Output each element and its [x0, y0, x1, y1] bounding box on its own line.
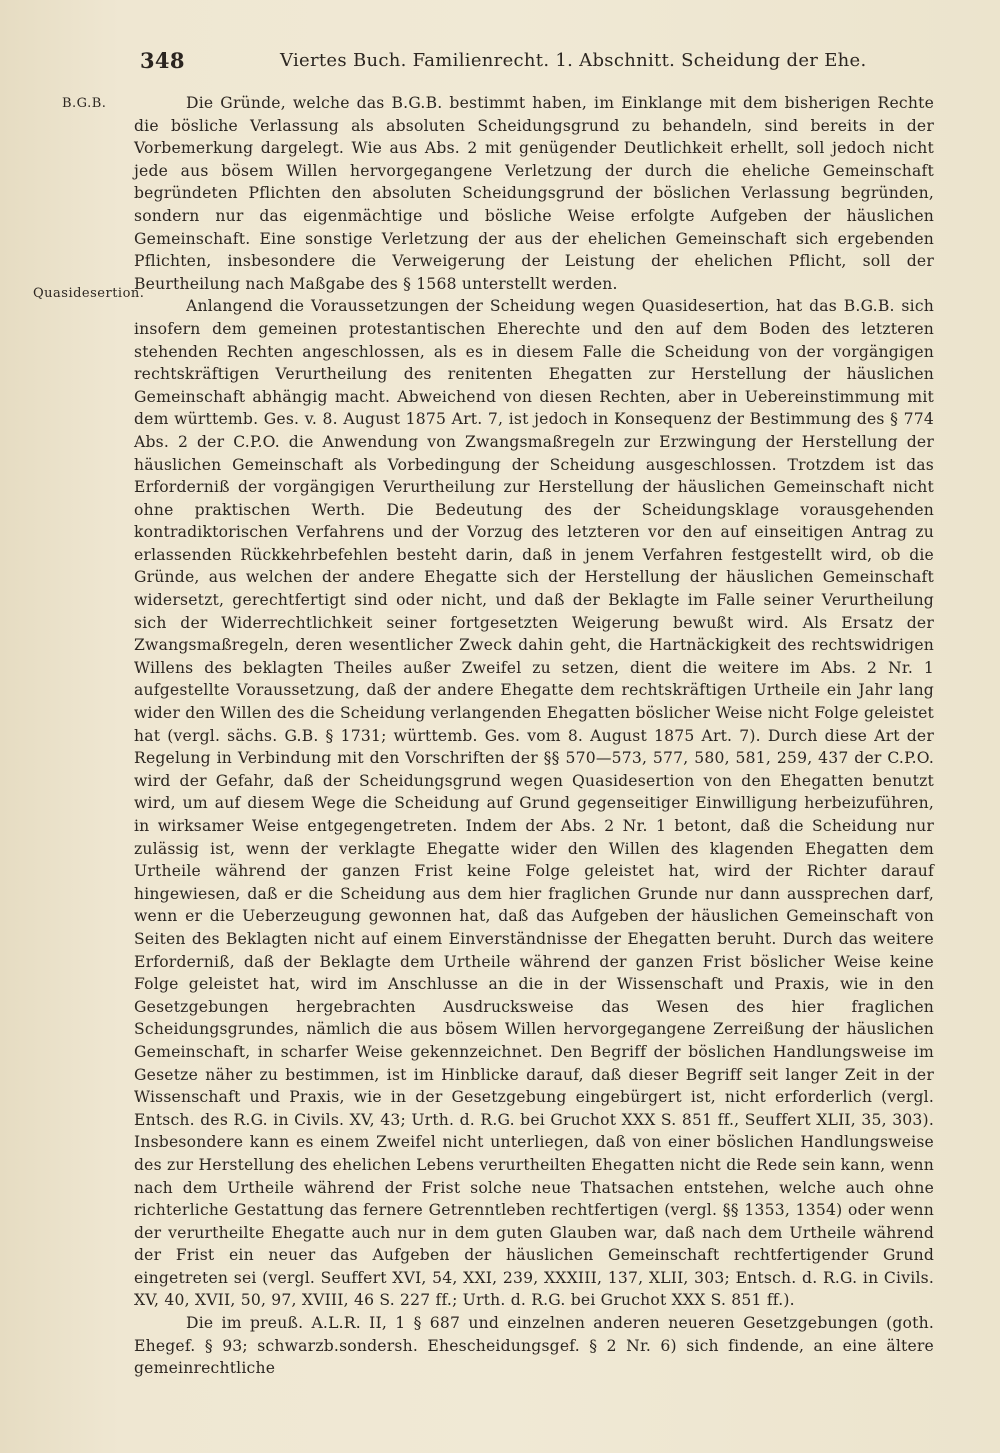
body-text	[134, 92, 934, 1380]
paragraph: Die im preuß. A.L.R. II, 1 § 687 und einzelnen anderen neueren Gesetzgebungen (goth. Ehegef. § 93; schwarzb.sondersh. Ehescheidungsgef. § 2 Nr. 6) sich findende, an eine ältere gemeinrechtliche	[134, 1314, 934, 1378]
paragraph: Die Gründe, welche das B.G.B. bestimmt haben, im Einklange mit dem bisherigen Rechte die bösliche Verlassung als absoluten Scheidungsgrund zu behandeln, sind bereits in der Vorbemerkung dargelegt. Wie aus Abs. 2 mit genügender Deutlichkeit erhellt, soll jedoch nicht jede aus bösem Willen hervorgegangene Verletzung der durch die eheliche Gemeinschaft begründeten Pflichten den absoluten Scheidungsgrund der böslichen Verlassung begründen, sondern nur das eigenmächtige und bösliche Weise erfolgte Aufgeben der häuslichen Gemeinschaft. Eine sonstige Verletzung der aus der ehelichen Gemeinschaft sich ergebenden Pflichten, insbesondere die Verweigerung der Leistung der ehelichen Pflicht, soll der Beurtheilung nach Maßgabe des § 1568 unterstellt werden.	[134, 94, 934, 293]
margin-note-quasidesertion: Quasidesertion.	[33, 286, 145, 301]
page-header	[140, 48, 867, 78]
paragraph: Anlangend die Voraussetzungen der Scheidung wegen Quasidesertion, hat das B.G.B. sich insofern dem gemeinen protestantischen Eherechte und den auf dem Boden des letzteren stehenden Rechten angeschlossen, als es in diesem Falle die Scheidung von der vorgängigen rechtskräftigen Verurtheilung des renitenten Ehegatten zur Herstellung der häuslichen Gemeinschaft abhängig macht. Abweichend von diesen Rechten, aber in Uebereinstimmung mit dem württemb. Ges. v. 8. August 1875 Art. 7, ist jedoch in Konsequenz der Bestimmung des § 774 Abs. 2 der C.P.O. die Anwendung von Zwangsmaßregeln zur Erzwingung der Herstellung der häuslichen Gemeinschaft als Vorbedingung der Scheidung ausgeschlossen. Trotzdem ist das Erforderniß der vorgängigen Verurtheilung zur Herstellung der häuslichen Gemeinschaft nicht ohne praktischen Werth. Die Bedeutung des der Scheidungsklage vorausgehenden kontradiktorischen Verfahrens und der Vorzug des letzteren vor den auf einseitigen Antrag zu erlassenden Rückkehrbefehlen besteht darin, daß in jenem Verfahren festgestellt wird, ob die Gründe, aus welchen der andere Ehegatte sich der Herstellung der häuslichen Gemeinschaft widersetzt, gerechtfertigt sind oder nicht, und daß der Beklagte im Falle seiner Verurtheilung sich der Widerrechtlichkeit seiner fortgesetzten Weigerung bewußt wird. Als Ersatz der Zwangsmaßregeln, deren wesentlicher Zweck dahin geht, die Hartnäckigkeit des rechtswidrigen Willens des beklagten Theiles außer Zweifel zu setzen, dient die weitere im Abs. 2 Nr. 1 aufgestellte Voraussetzung, daß der andere Ehegatte dem rechtskräftigen Urtheile ein Jahr lang wider den Willen des die Scheidung verlangenden Ehegatten böslicher Weise nicht Folge geleistet hat (vergl. sächs. G.B. § 1731; württemb. Ges. vom 8. August 1875 Art. 7). Durch diese Art der Regelung in Verbindung mit den Vorschriften der §§ 570—573, 577, 580, 581, 259, 437 der C.P.O. wird der Gefahr, daß der Scheidungsgrund wegen Quasidesertion von den Ehegatten benutzt wird, um auf diesem Wege die Scheidung auf Grund gegenseitiger Einwilligung herbeizuführen, in wirksamer Weise entgegengetreten. Indem der Abs. 2 Nr. 1 betont, daß die Scheidung nur zulässig ist, wenn der verklagte Ehegatte wider den Willen des klagenden Ehegatten dem Urtheile während der ganzen Frist keine Folge geleistet hat, wird der Richter darauf hingewiesen, daß er die Scheidung aus dem hier fraglichen Grunde nur dann aussprechen darf, wenn er die Ueberzeugung gewonnen hat, daß das Aufgeben der häuslichen Gemeinschaft von Seiten des Beklagten nicht auf einem Einverständnisse der Ehegatten beruht. Durch das weitere Erforderniß, daß der Beklagte dem Urtheile während der ganzen Frist böslicher Weise keine Folge geleistet hat, wird im Anschlusse an die in der Wissenschaft und Praxis, wie in den Gesetzgebungen hergebrachten Ausdrucksweise das Wesen des hier fraglichen Scheidungsgrundes, nämlich die aus bösem Willen hervorgegangene Zerreißung der häuslichen Gemeinschaft, in scharfer Weise gekennzeichnet. Den Begriff der böslichen Handlungsweise im Gesetze näher zu bestimmen, ist im Hinblicke darauf, daß dieser Begriff seit langer Zeit in der Wissenschaft und Praxis, wie in der Gesetzgebung eingebürgert ist, nicht erforderlich (vergl. Entsch. des R.G. in Civils. XV, 43; Urth. d. R.G. bei Gruchot XXX S. 851 ff., Seuffert XLII, 35, 303). Insbesondere kann es einem Zweifel nicht unterliegen, daß von einer böslichen Handlungsweise des zur Herstellung des ehelichen Lebens verurtheilten Ehegatten nicht die Rede sein kann, wenn nach dem Urtheile während der Frist solche neue Thatsachen entstehen, welche auch ohne richterliche Gestattung das fernere Getrenntleben rechtfertigen (vergl. §§ 1353, 1354) oder wenn der verurtheilte Ehegatte auch nur in dem guten Glauben war, daß nach dem Urtheile während der Frist ein neuer das Aufgeben der häuslichen Gemeinschaft rechtfertigender Grund eingetreten sei (vergl. Seuffert XVI, 54, XXI, 239, XXXIII, 137, XLII, 303; Entsch. d. R.G. in Civils. XV, 40, XVII, 50, 97, XVIII, 46 S. 227 ff.; Urth. d. R.G. bei Gruchot XXX S. 851 ff.).	[134, 297, 934, 1310]
margin-note-bgb: B.G.B.	[62, 96, 107, 111]
running-head: Viertes Buch. Familienrecht. 1. Abschnitt. Scheidung der Ehe.	[280, 50, 867, 71]
page-number: 348	[140, 48, 185, 73]
